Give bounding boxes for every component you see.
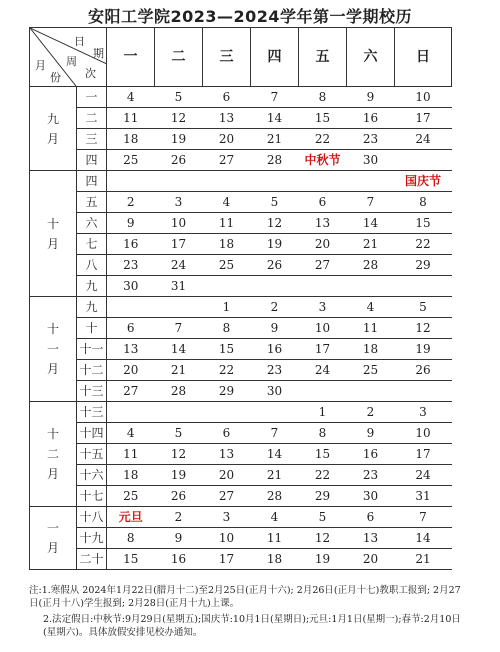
day-cell: 15: [107, 549, 155, 570]
day-cell: 21: [155, 360, 203, 381]
week-row: [30, 528, 452, 549]
week-number: 九: [77, 297, 107, 318]
day-cell: 12: [155, 108, 203, 129]
month-label-char: 月: [46, 131, 59, 146]
day-cell: 20: [107, 360, 155, 381]
day-cell: 24: [395, 465, 452, 486]
day-cell: 1: [203, 297, 251, 318]
day-cell: 14: [251, 444, 299, 465]
day-cell: 23: [107, 255, 155, 276]
day-cell: 30: [251, 381, 299, 402]
day-cell: 24: [395, 129, 452, 150]
week-number: 十二: [77, 360, 107, 381]
day-header-tue: 二: [155, 28, 203, 87]
day-cell: 4: [107, 423, 155, 444]
day-cell: 5: [155, 423, 203, 444]
day-cell: [347, 381, 395, 402]
day-cell: 8: [395, 192, 452, 213]
holiday-cell: 国庆节: [395, 171, 452, 192]
day-cell: 18: [107, 465, 155, 486]
day-cell: 28: [251, 486, 299, 507]
week-number: 一: [77, 87, 107, 108]
day-cell: 26: [251, 255, 299, 276]
day-cell: 22: [203, 360, 251, 381]
day-cell: [347, 171, 395, 192]
month-label-char: 一: [46, 521, 59, 535]
day-cell: 2: [155, 507, 203, 528]
day-cell: 3: [395, 402, 452, 423]
day-cell: [203, 402, 251, 423]
day-cell: 14: [155, 339, 203, 360]
day-cell: 14: [395, 528, 452, 549]
day-cell: 11: [107, 444, 155, 465]
day-cell: 16: [155, 549, 203, 570]
day-cell: 12: [299, 528, 347, 549]
day-cell: 5: [251, 192, 299, 213]
day-cell: 28: [251, 150, 299, 171]
day-header-fri: 五: [299, 28, 347, 87]
day-cell: 20: [203, 465, 251, 486]
day-cell: 18: [251, 549, 299, 570]
day-cell: 6: [299, 192, 347, 213]
day-cell: 9: [347, 423, 395, 444]
day-cell: 8: [203, 318, 251, 339]
day-cell: [107, 402, 155, 423]
week-number: 十五: [77, 444, 107, 465]
day-cell: 13: [299, 213, 347, 234]
day-cell: 14: [251, 108, 299, 129]
header-corner-cell: [30, 28, 107, 87]
day-cell: 9: [251, 318, 299, 339]
corner-label-month: 月: [35, 59, 46, 72]
day-cell: 11: [347, 318, 395, 339]
day-cell: 25: [107, 486, 155, 507]
school-calendar-table: [29, 27, 452, 570]
week-number: 十一: [77, 339, 107, 360]
day-cell: 9: [347, 87, 395, 108]
week-row: [30, 465, 452, 486]
week-number: 十三: [77, 381, 107, 402]
week-number: 八: [77, 255, 107, 276]
note-holidays: 2.法定假日:中秋节:9月29日(星期五);国庆节:10月1日(星期日);元旦:1月1日(星期一);春节:2月10日(星期六)。具体放假安排见校办通知。: [43, 614, 461, 638]
week-row: [30, 213, 452, 234]
day-cell: 13: [203, 444, 251, 465]
month-label-char: 十: [46, 322, 59, 336]
day-cell: 26: [155, 150, 203, 171]
corner-label-period: 期: [93, 47, 104, 60]
day-cell: 15: [299, 444, 347, 465]
week-number: 六: [77, 213, 107, 234]
holiday-cell: 元旦: [107, 507, 155, 528]
day-cell: 23: [347, 129, 395, 150]
day-header-wed: 三: [203, 28, 251, 87]
day-cell: [347, 276, 395, 297]
week-row: [30, 255, 452, 276]
month-label-char: 十: [46, 427, 59, 441]
day-cell: 29: [395, 255, 452, 276]
day-cell: 17: [155, 234, 203, 255]
day-cell: 22: [299, 129, 347, 150]
day-cell: 18: [203, 234, 251, 255]
day-cell: 5: [299, 507, 347, 528]
day-cell: [299, 381, 347, 402]
week-number: 十: [77, 318, 107, 339]
day-cell: 27: [299, 255, 347, 276]
day-cell: 16: [347, 108, 395, 129]
day-cell: 7: [155, 318, 203, 339]
day-cell: 5: [395, 297, 452, 318]
day-cell: [395, 150, 452, 171]
week-row: [30, 192, 452, 213]
day-cell: 11: [203, 213, 251, 234]
day-cell: 9: [107, 213, 155, 234]
day-cell: 9: [155, 528, 203, 549]
day-cell: 12: [251, 213, 299, 234]
holiday-cell: 中秋节: [299, 150, 347, 171]
page-title: 安阳工学院2023—2024学年第一学期校历: [87, 7, 413, 26]
day-cell: [107, 171, 155, 192]
day-cell: 8: [299, 87, 347, 108]
day-cell: [203, 171, 251, 192]
day-cell: 6: [347, 507, 395, 528]
day-cell: 4: [107, 87, 155, 108]
day-cell: 19: [155, 465, 203, 486]
day-cell: 3: [203, 507, 251, 528]
day-cell: 19: [251, 234, 299, 255]
week-row: [30, 486, 452, 507]
notes-section: [29, 584, 469, 642]
week-row: [30, 549, 452, 570]
week-number: 十六: [77, 465, 107, 486]
week-row: [30, 108, 452, 129]
week-row: [30, 276, 452, 297]
day-cell: 6: [203, 423, 251, 444]
day-cell: 20: [299, 234, 347, 255]
day-cell: 29: [203, 381, 251, 402]
day-cell: 17: [299, 339, 347, 360]
day-cell: 10: [299, 318, 347, 339]
day-cell: 27: [203, 486, 251, 507]
day-cell: [155, 402, 203, 423]
month-label-char: 月: [46, 467, 59, 481]
day-cell: 23: [347, 465, 395, 486]
day-cell: 22: [299, 465, 347, 486]
month-label-char: 月: [46, 362, 59, 376]
day-cell: [251, 171, 299, 192]
week-row: [30, 297, 452, 318]
day-cell: 11: [251, 528, 299, 549]
day-cell: 17: [203, 549, 251, 570]
day-cell: 4: [251, 507, 299, 528]
day-cell: [299, 171, 347, 192]
day-cell: [107, 297, 155, 318]
day-cell: 26: [395, 360, 452, 381]
corner-label-portion: 份: [50, 71, 61, 84]
day-cell: 16: [251, 339, 299, 360]
month-label-char: 十: [46, 216, 59, 231]
week-row: [30, 129, 452, 150]
day-cell: 17: [395, 108, 452, 129]
week-row: [30, 507, 452, 528]
day-cell: 19: [395, 339, 452, 360]
day-cell: 3: [155, 192, 203, 213]
day-cell: [395, 381, 452, 402]
day-cell: [203, 276, 251, 297]
day-cell: 14: [347, 213, 395, 234]
day-cell: 2: [107, 192, 155, 213]
week-row: [30, 318, 452, 339]
day-cell: [251, 402, 299, 423]
day-cell: 4: [203, 192, 251, 213]
month-label-char: 月: [46, 541, 59, 555]
day-cell: 28: [347, 255, 395, 276]
week-row: [30, 444, 452, 465]
day-cell: 7: [251, 87, 299, 108]
day-cell: 24: [299, 360, 347, 381]
day-cell: 15: [299, 108, 347, 129]
month-label: [30, 87, 77, 171]
day-cell: 30: [347, 150, 395, 171]
day-cell: 22: [395, 234, 452, 255]
day-cell: [155, 171, 203, 192]
week-row: [30, 360, 452, 381]
month-label: [30, 171, 77, 297]
day-cell: 21: [251, 465, 299, 486]
day-cell: 16: [347, 444, 395, 465]
day-cell: 25: [107, 150, 155, 171]
day-cell: 8: [299, 423, 347, 444]
day-cell: 12: [395, 318, 452, 339]
day-cell: 3: [299, 297, 347, 318]
week-number: 七: [77, 234, 107, 255]
day-cell: 30: [347, 486, 395, 507]
week-row: [30, 402, 452, 423]
week-number: 三: [77, 129, 107, 150]
day-cell: 8: [107, 528, 155, 549]
day-cell: 31: [155, 276, 203, 297]
day-cell: 21: [395, 549, 452, 570]
day-cell: 7: [347, 192, 395, 213]
day-cell: [251, 276, 299, 297]
day-cell: 16: [107, 234, 155, 255]
day-cell: 13: [347, 528, 395, 549]
day-cell: [299, 276, 347, 297]
day-cell: 20: [347, 549, 395, 570]
day-cell: 30: [107, 276, 155, 297]
month-label-char: 一: [46, 342, 59, 356]
day-cell: 28: [155, 381, 203, 402]
week-row: [30, 171, 452, 192]
day-cell: 10: [203, 528, 251, 549]
day-cell: 13: [107, 339, 155, 360]
day-cell: 10: [395, 87, 452, 108]
month-label: [30, 297, 77, 402]
month-label-char: 二: [46, 447, 59, 461]
day-cell: 2: [251, 297, 299, 318]
day-cell: 1: [299, 402, 347, 423]
week-number: 十九: [77, 528, 107, 549]
day-cell: 24: [155, 255, 203, 276]
day-cell: 7: [395, 507, 452, 528]
day-cell: 26: [155, 486, 203, 507]
month-label-char: 月: [46, 236, 59, 251]
corner-label-date: 日: [74, 35, 85, 48]
week-row: [30, 339, 452, 360]
day-cell: [155, 297, 203, 318]
week-number: 十七: [77, 486, 107, 507]
week-number: 十四: [77, 423, 107, 444]
day-cell: 18: [347, 339, 395, 360]
day-cell: 4: [347, 297, 395, 318]
month-label: [30, 507, 77, 570]
week-number: 十八: [77, 507, 107, 528]
week-number: 二十: [77, 549, 107, 570]
day-cell: 6: [107, 318, 155, 339]
week-row: [30, 423, 452, 444]
day-cell: 12: [155, 444, 203, 465]
month-label-char: 九: [46, 111, 59, 126]
day-cell: 27: [203, 150, 251, 171]
day-cell: 23: [251, 360, 299, 381]
day-cell: 15: [203, 339, 251, 360]
day-cell: 18: [107, 129, 155, 150]
day-cell: 15: [395, 213, 452, 234]
week-row: [30, 234, 452, 255]
corner-label-week: 周: [66, 55, 77, 68]
week-number: 四: [77, 150, 107, 171]
day-cell: 25: [347, 360, 395, 381]
week-number: 五: [77, 192, 107, 213]
week-row: [30, 150, 452, 171]
week-row: [30, 87, 452, 108]
day-cell: 31: [395, 486, 452, 507]
day-header-sun: 日: [395, 28, 452, 87]
day-header-sat: 六: [347, 28, 395, 87]
day-cell: 7: [251, 423, 299, 444]
day-cell: 11: [107, 108, 155, 129]
day-cell: 27: [107, 381, 155, 402]
day-cell: 10: [395, 423, 452, 444]
header-row: [30, 28, 452, 87]
week-number: 四: [77, 171, 107, 192]
month-label: [30, 402, 77, 507]
week-row: [30, 381, 452, 402]
day-cell: 17: [395, 444, 452, 465]
note-winter-break: 注:1.寒假从 2024年1月22日(腊月十二)至2月25日(正月十六); 2月26日(正月十七)教职工报到; 2月27日(正月十八)学生报到; 2月28日(正月十九)上课。: [29, 585, 461, 609]
day-header-mon: 一: [107, 28, 155, 87]
day-cell: 20: [203, 129, 251, 150]
week-number: 九: [77, 276, 107, 297]
day-cell: 10: [155, 213, 203, 234]
day-cell: 5: [155, 87, 203, 108]
day-cell: 29: [299, 486, 347, 507]
day-cell: 19: [155, 129, 203, 150]
corner-label-order: 次: [85, 67, 96, 80]
day-cell: 21: [347, 234, 395, 255]
day-cell: [395, 276, 452, 297]
day-cell: 19: [299, 549, 347, 570]
day-cell: 25: [203, 255, 251, 276]
week-number: 十三: [77, 402, 107, 423]
day-cell: 6: [203, 87, 251, 108]
day-cell: 13: [203, 108, 251, 129]
day-cell: 21: [251, 129, 299, 150]
week-number: 二: [77, 108, 107, 129]
day-cell: 2: [347, 402, 395, 423]
day-header-thu: 四: [251, 28, 299, 87]
